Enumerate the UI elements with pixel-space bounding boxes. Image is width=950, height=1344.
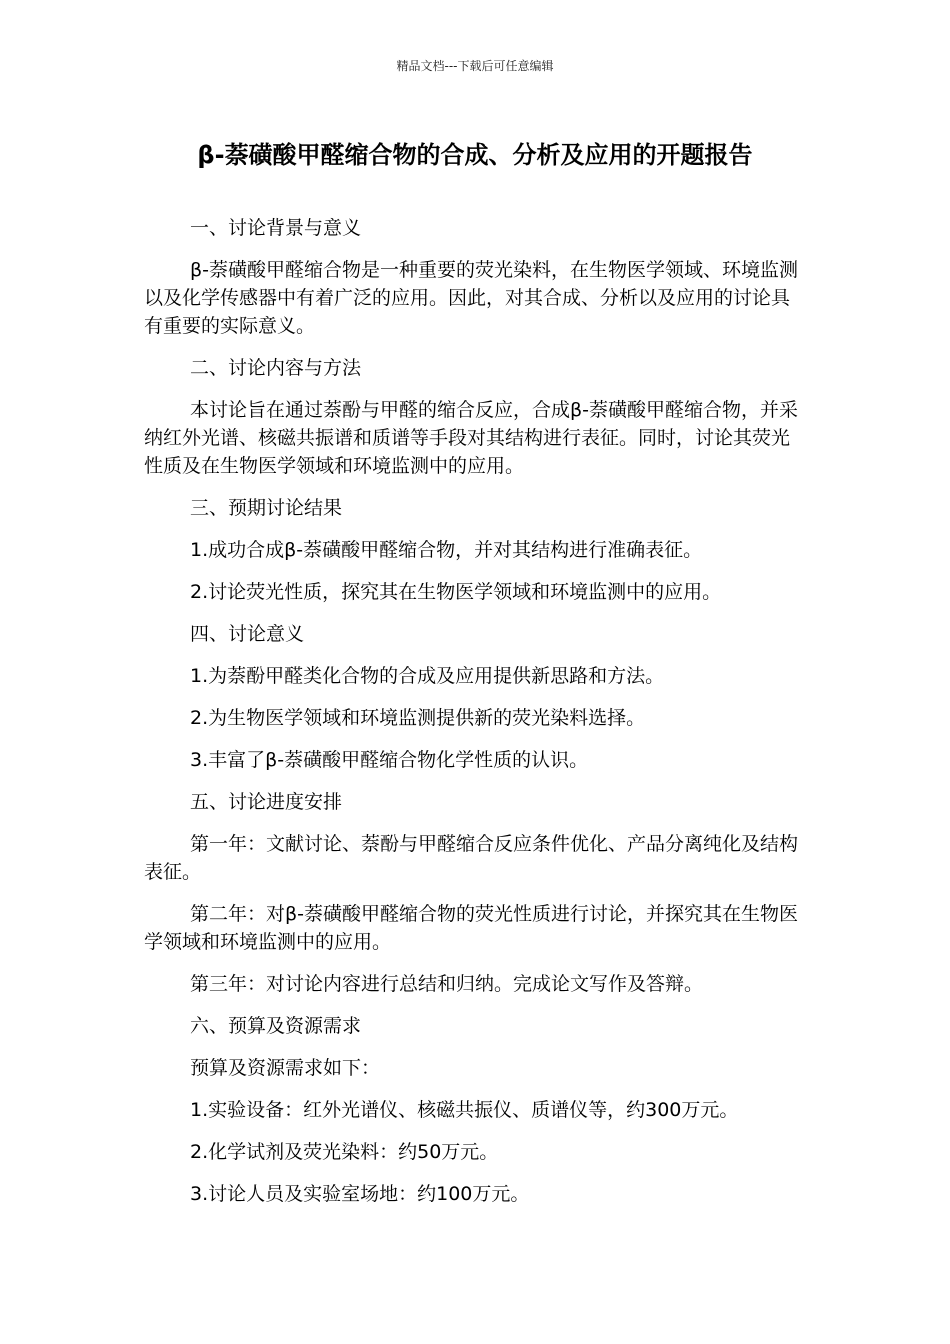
list-item: 1.成功合成β-萘磺酸甲醛缩合物，并对其结构进行准确表征。 <box>190 539 703 561</box>
section-heading-budget: 六、预算及资源需求 <box>190 1015 362 1037</box>
section-heading-significance: 四、讨论意义 <box>190 623 305 645</box>
document-title: β-萘磺酸甲醛缩合物的合成、分析及应用的开题报告 <box>197 141 753 169</box>
list-item: 1.实验设备：红外光谱仪、核磁共振仪、质谱仪等，约300万元。 <box>190 1099 739 1121</box>
section-heading-content-method: 二、讨论内容与方法 <box>190 357 362 379</box>
list-item: 2.为生物医学领域和环境监测提供新的荧光染料选择。 <box>190 707 646 729</box>
schedule-item: 第一年：文献讨论、萘酚与甲醛缩合反应条件优化、产品分离纯化及结构表征。 <box>144 833 799 883</box>
section-heading-background: 一、讨论背景与意义 <box>190 217 362 239</box>
schedule-item: 第二年：对β-萘磺酸甲醛缩合物的荧光性质进行讨论，并探究其在生物医学领域和环境监测中的应用。 <box>144 903 798 953</box>
list-item: 2.化学试剂及荧光染料：约50万元。 <box>190 1141 499 1163</box>
list-item: 2.讨论荧光性质，探究其在生物医学领域和环境监测中的应用。 <box>190 581 722 603</box>
paragraph-background: β-萘磺酸甲醛缩合物是一种重要的荧光染料，在生物医学领域、环境监测以及化学传感器中有着广泛的应用。因此，对其合成、分析以及应用的讨论具有重要的实际意义。 <box>144 259 798 337</box>
section-heading-schedule: 五、讨论进度安排 <box>190 791 343 813</box>
list-item: 3.丰富了β-萘磺酸甲醛缩合物化学性质的认识。 <box>190 749 589 771</box>
section-heading-expected-results: 三、预期讨论结果 <box>190 497 343 519</box>
header-note: 精品文档---下载后可任意编辑 <box>396 59 554 73</box>
list-item: 3.讨论人员及实验室场地：约100万元。 <box>190 1183 530 1205</box>
schedule-item: 第三年：对讨论内容进行总结和归纳。完成论文写作及答辩。 <box>190 973 704 995</box>
list-item: 1.为萘酚甲醛类化合物的合成及应用提供新思路和方法。 <box>190 665 665 687</box>
paragraph-budget-intro: 预算及资源需求如下： <box>190 1057 381 1079</box>
paragraph-content-method: 本讨论旨在通过萘酚与甲醛的缩合反应，合成β-萘磺酸甲醛缩合物，并采纳红外光谱、核磁共振谱和质谱等手段对其结构进行表征。同时，讨论其荧光性质及在生物医学领域和环境监测中的应用。 <box>144 399 798 477</box>
document-body <box>144 214 804 1222</box>
